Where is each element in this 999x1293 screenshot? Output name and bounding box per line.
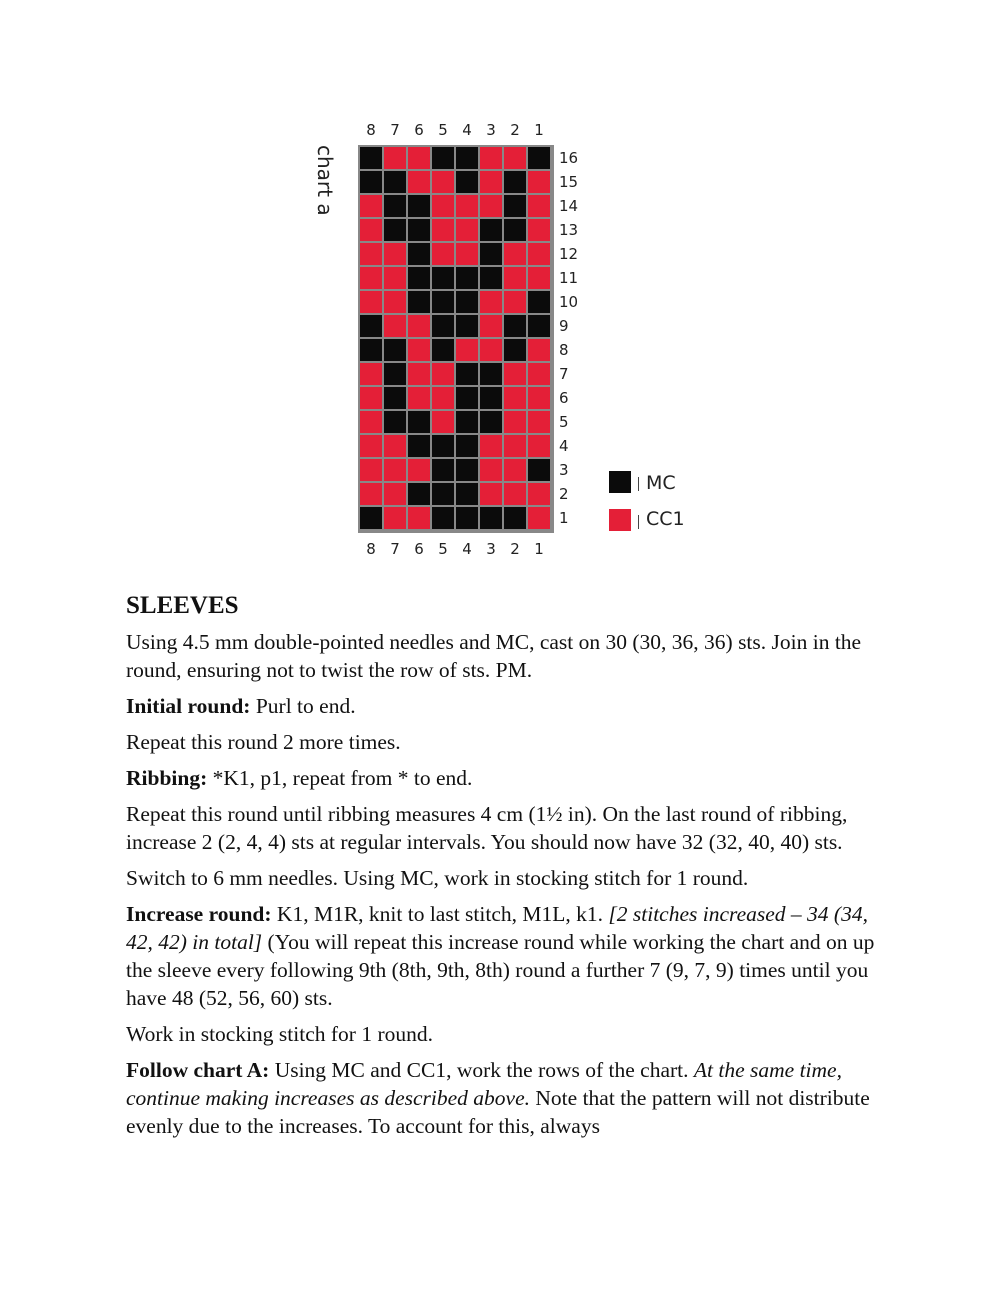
chart-cell [528, 243, 550, 265]
chart-cell [456, 315, 478, 337]
chart-cell [432, 171, 454, 193]
column-label-top: 5 [438, 121, 448, 139]
chart-cell [384, 411, 406, 433]
chart-cell [360, 483, 382, 505]
chart-cell [528, 219, 550, 241]
row-label: 6 [559, 388, 569, 407]
chart-cell [528, 387, 550, 409]
chart-cell [408, 267, 430, 289]
chart-cell [360, 339, 382, 361]
chart-cell [456, 387, 478, 409]
chart-cell [408, 483, 430, 505]
chart-cell [528, 483, 550, 505]
chart-cell [408, 291, 430, 313]
chart-cell [528, 195, 550, 217]
chart-cell [360, 171, 382, 193]
chart-cell [432, 339, 454, 361]
chart-cell [384, 243, 406, 265]
chart-cell [528, 339, 550, 361]
increase-round-label: Increase round: [126, 902, 272, 926]
chart-cell [408, 339, 430, 361]
chart-cell [480, 435, 502, 457]
legend-label-mc: MC [646, 472, 676, 494]
chart-cell [504, 435, 526, 457]
chart-cell [528, 291, 550, 313]
chart-cell [504, 267, 526, 289]
column-label-bottom: 3 [486, 540, 496, 558]
chart-cell [480, 291, 502, 313]
ribbing-repeat-paragraph: Repeat this round until ribbing measures 4 cm (1½ in). On the last round of ribbing, increase 2 (2, 4, 4) sts at regular intervals. You should now have 32 (32, 40, 40) sts. [126, 802, 848, 854]
row-label: 5 [559, 412, 569, 431]
chart-cell [528, 315, 550, 337]
chart-cell [504, 171, 526, 193]
chart-cell [360, 147, 382, 169]
chart-cell [432, 387, 454, 409]
row-label: 1 [559, 508, 569, 527]
column-label-bottom: 1 [534, 540, 544, 558]
chart-cell [408, 507, 430, 529]
chart-cell [528, 363, 550, 385]
chart-cell [480, 459, 502, 481]
chart-cell [360, 291, 382, 313]
chart-cell [360, 219, 382, 241]
chart-cell [432, 411, 454, 433]
initial-round-text: Purl to end. [250, 694, 356, 718]
column-label-top: 8 [366, 121, 376, 139]
chart-cell [432, 195, 454, 217]
increase-round-text-cont: (You will repeat this increase round while working the chart and on up the sleeve every following 9th (8th, 9th, 8th) round a further 7 (9, 7, 9) times until you have 48 (52, 56, 60) sts. [126, 930, 875, 1010]
row-label: 11 [559, 268, 579, 287]
chart-cell [360, 195, 382, 217]
chart-cell [432, 483, 454, 505]
chart-cell [456, 363, 478, 385]
chart-cell [504, 339, 526, 361]
chart-cell [408, 315, 430, 337]
chart-cell [528, 435, 550, 457]
chart-cell [504, 483, 526, 505]
row-label: 13 [559, 220, 579, 239]
repeat-paragraph: Repeat this round 2 more times. [126, 730, 401, 754]
chart-cell [360, 435, 382, 457]
chart-cell [528, 411, 550, 433]
ribbing-label: Ribbing: [126, 766, 208, 790]
chart-cell [384, 459, 406, 481]
chart-cell [480, 219, 502, 241]
chart-cell [456, 483, 478, 505]
follow-chart-note: At the same time, continue making increases as described above. [126, 1058, 842, 1110]
chart-cell [456, 171, 478, 193]
chart-cell [456, 147, 478, 169]
chart-cell [456, 291, 478, 313]
row-label: 9 [559, 316, 569, 335]
chart-cell [504, 459, 526, 481]
initial-round-label: Initial round: [126, 694, 251, 718]
column-label-top: 7 [390, 121, 400, 139]
chart-cell [432, 219, 454, 241]
row-label: 2 [559, 484, 569, 503]
chart-cell [360, 411, 382, 433]
chart-cell [504, 411, 526, 433]
chart-cell [360, 315, 382, 337]
chart-cell [384, 483, 406, 505]
legend-label-cc1: CC1 [646, 508, 685, 530]
chart-cell [408, 435, 430, 457]
chart-cell [528, 171, 550, 193]
section-heading: SLEEVES [126, 592, 239, 619]
chart-cell [480, 147, 502, 169]
chart-cell [408, 243, 430, 265]
chart-cell [480, 243, 502, 265]
chart-cell [432, 435, 454, 457]
legend-swatch-mc [609, 471, 631, 493]
chart-cell [408, 459, 430, 481]
chart-cell [456, 195, 478, 217]
chart-cell [432, 291, 454, 313]
increase-round-note: [2 stitches increased – 34 (34, 42, 42) in total] [126, 902, 868, 954]
column-label-top: 6 [414, 121, 424, 139]
chart-cell [456, 459, 478, 481]
chart-cell [432, 243, 454, 265]
chart-cell [528, 267, 550, 289]
chart-title: chart a [313, 145, 337, 216]
row-label: 4 [559, 436, 569, 455]
row-label: 12 [559, 244, 579, 263]
chart-cell [432, 267, 454, 289]
pattern-instructions [126, 590, 878, 1148]
chart-cell [504, 315, 526, 337]
chart-cell [480, 363, 502, 385]
column-label-bottom: 7 [390, 540, 400, 558]
row-label: 15 [559, 172, 579, 191]
chart-cell [408, 219, 430, 241]
chart-cell [384, 171, 406, 193]
row-label: 3 [559, 460, 569, 479]
column-label-bottom: 2 [510, 540, 520, 558]
chart-cell [504, 387, 526, 409]
stocking-stitch-paragraph: Work in stocking stitch for 1 round. [126, 1022, 433, 1046]
chart-cell [384, 339, 406, 361]
chart-cell [504, 363, 526, 385]
chart-cell [408, 195, 430, 217]
chart-cell [384, 291, 406, 313]
chart-cell [504, 507, 526, 529]
chart-cell [480, 315, 502, 337]
chart-cell [384, 363, 406, 385]
follow-chart-text: Using MC and CC1, work the rows of the chart. [269, 1058, 694, 1082]
column-label-bottom: 8 [366, 540, 376, 558]
column-label-bottom: 5 [438, 540, 448, 558]
chart-cell [480, 339, 502, 361]
legend-divider [638, 515, 639, 529]
column-label-top: 1 [534, 121, 544, 139]
chart-cell [384, 435, 406, 457]
chart-cell [384, 219, 406, 241]
chart-cell [384, 147, 406, 169]
chart-cell [456, 267, 478, 289]
chart-cell [504, 243, 526, 265]
chart-cell [360, 507, 382, 529]
chart-cell [480, 195, 502, 217]
chart-cell [408, 363, 430, 385]
ribbing-paragraph [126, 764, 878, 792]
chart-cell [360, 459, 382, 481]
chart-cell [480, 387, 502, 409]
chart-cell [480, 267, 502, 289]
increase-round-text: K1, M1R, knit to last stitch, M1L, k1. [271, 902, 609, 926]
chart-cell [456, 507, 478, 529]
chart-a [0, 0, 999, 580]
chart-cell [480, 483, 502, 505]
chart-cell [456, 411, 478, 433]
chart-cell [432, 147, 454, 169]
chart-cell [360, 387, 382, 409]
chart-cell [504, 291, 526, 313]
chart-cell [384, 315, 406, 337]
legend-swatch-cc1 [609, 509, 631, 531]
colorwork-grid [358, 145, 554, 533]
row-label: 10 [559, 292, 579, 311]
chart-cell [480, 171, 502, 193]
chart-cell [528, 507, 550, 529]
follow-chart-paragraph [126, 1056, 878, 1140]
column-label-bottom: 4 [462, 540, 472, 558]
chart-cell [504, 195, 526, 217]
initial-round-paragraph [126, 692, 878, 720]
chart-cell [384, 507, 406, 529]
chart-cell [360, 243, 382, 265]
row-label: 8 [559, 340, 569, 359]
row-label: 16 [559, 148, 579, 167]
legend-divider [638, 477, 639, 491]
row-label: 7 [559, 364, 569, 383]
chart-cell [528, 147, 550, 169]
chart-cell [432, 507, 454, 529]
chart-cell [408, 171, 430, 193]
chart-cell [384, 267, 406, 289]
chart-cell [504, 219, 526, 241]
column-label-bottom: 6 [414, 540, 424, 558]
row-label: 14 [559, 196, 579, 215]
chart-cell [504, 147, 526, 169]
increase-round-paragraph [126, 900, 878, 1012]
chart-cell [384, 195, 406, 217]
chart-cell [432, 315, 454, 337]
chart-cell [480, 507, 502, 529]
chart-cell [456, 219, 478, 241]
column-label-top: 2 [510, 121, 520, 139]
follow-chart-label: Follow chart A: [126, 1058, 270, 1082]
chart-cell [456, 243, 478, 265]
chart-cell [528, 459, 550, 481]
chart-cell [408, 147, 430, 169]
chart-cell [432, 459, 454, 481]
cast-on-paragraph: Using 4.5 mm double-pointed needles and MC, cast on 30 (30, 36, 36) sts. Join in the round, ensuring not to twist the row of sts. PM. [126, 630, 862, 682]
chart-cell [384, 387, 406, 409]
column-label-top: 3 [486, 121, 496, 139]
chart-cell [432, 363, 454, 385]
follow-chart-text-cont: Note that the pattern will not distribute evenly due to the increases. To account for this, always [126, 1086, 870, 1138]
chart-cell [408, 411, 430, 433]
chart-cell [408, 387, 430, 409]
chart-cell [456, 339, 478, 361]
column-label-top: 4 [462, 121, 472, 139]
chart-cell [360, 267, 382, 289]
chart-cell [480, 411, 502, 433]
chart-cell [360, 363, 382, 385]
chart-cell [456, 435, 478, 457]
switch-needles-paragraph: Switch to 6 mm needles. Using MC, work in stocking stitch for 1 round. [126, 866, 749, 890]
ribbing-text: *K1, p1, repeat from * to end. [207, 766, 473, 790]
